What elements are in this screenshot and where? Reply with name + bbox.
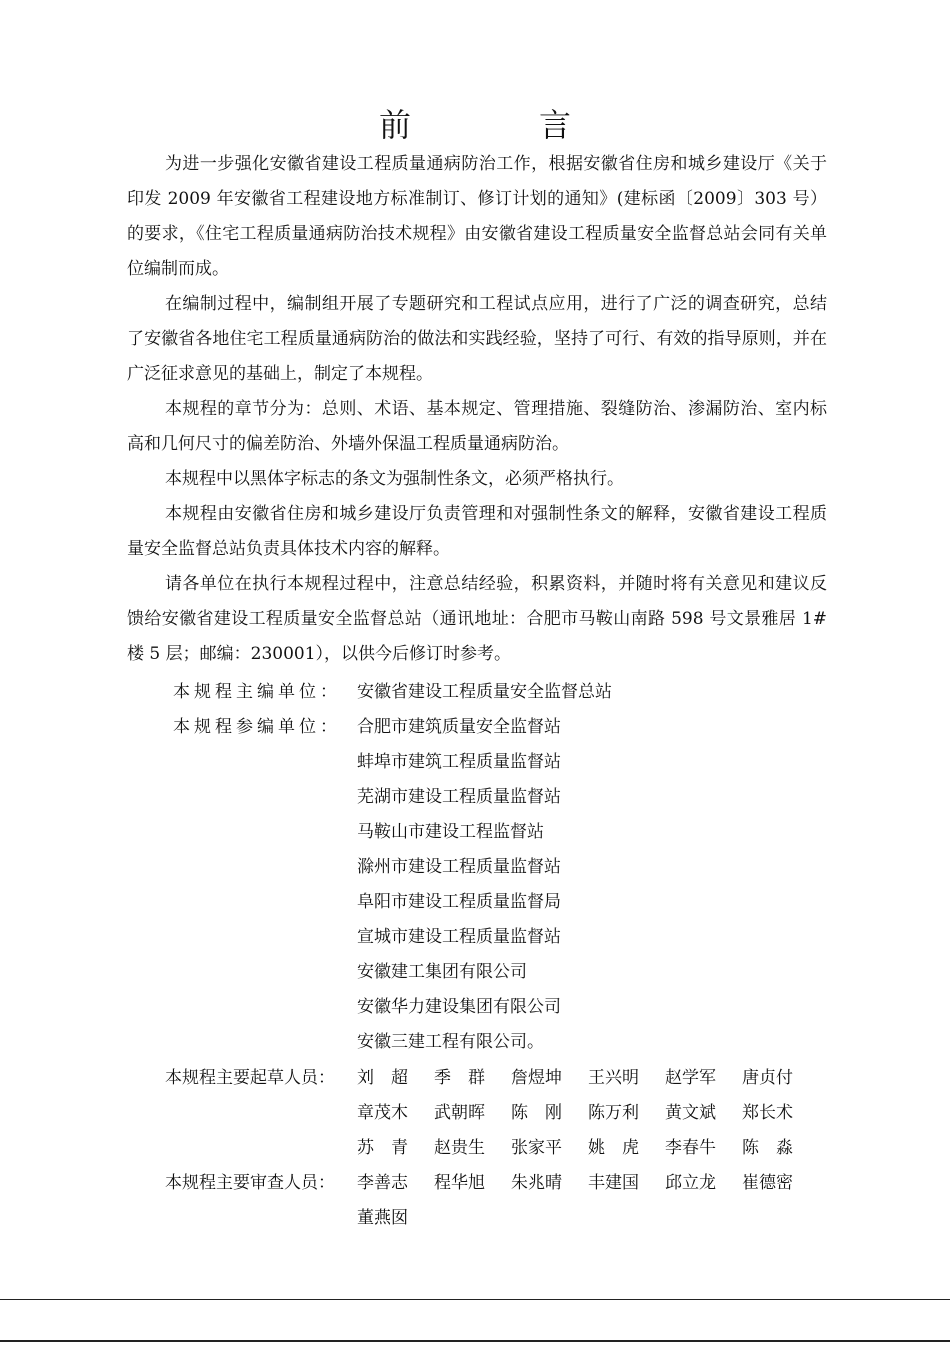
paragraph: 为进一步强化安徽省建设工程质量通病防治工作，根据安徽省住房和城乡建设厅《关于印发 2009 年安徽省工程建设地方标准制订、修订计划的通知》(建标函〔2009〕303 号）的要求，《住宅工程质量通病防治技术规程》由安徽省建设工程质量安全监督总站会同有关单位编制而成。	[127, 154, 827, 279]
name-list	[357, 1166, 819, 1201]
reviewers-row	[0, 1166, 950, 1201]
participating-unit-value: 安徽华力建设集团有限公司	[357, 997, 561, 1017]
paragraph: 本规程中以黑体字标志的条文为强制性条文，必须严格执行。	[165, 469, 624, 489]
bottom-divider	[0, 1340, 950, 1342]
participating-unit-row	[0, 920, 950, 955]
drafter-name: 李春牛	[665, 1138, 716, 1158]
participating-unit-value: 滁州市建设工程质量监督站	[357, 857, 561, 877]
participating-unit-row	[0, 955, 950, 990]
drafter-name: 郑长术	[742, 1103, 793, 1123]
paragraph: 本规程由安徽省住房和城乡建设厅负责管理和对强制性条文的解释，安徽省建设工程质量安全监督总站负责具体技术内容的解释。	[127, 504, 827, 559]
drafter-name: 赵学军	[665, 1068, 716, 1088]
drafter-name: 姚 虎	[588, 1138, 639, 1158]
drafter-name: 陈 淼	[742, 1138, 793, 1158]
preface-body	[127, 147, 827, 672]
participating-unit-row	[0, 745, 950, 780]
participating-unit-row	[0, 990, 950, 1025]
participating-unit-value: 合肥市建筑质量安全监督站	[357, 717, 561, 737]
participating-unit-value: 阜阳市建设工程质量监督局	[357, 892, 561, 912]
participating-unit-value: 马鞍山市建设工程监督站	[357, 822, 544, 842]
drafter-name: 武朝晖	[434, 1103, 485, 1123]
drafters-row	[0, 1096, 950, 1131]
participating-unit-value: 蚌埠市建筑工程质量监督站	[357, 752, 561, 772]
chief-unit-row	[0, 675, 950, 710]
drafter-name: 詹煜坤	[511, 1068, 562, 1088]
participating-unit-value: 芜湖市建设工程质量监督站	[357, 787, 561, 807]
reviewer-name: 程华旭	[434, 1173, 485, 1193]
reviewers-label: 本规程主要审查人员：	[165, 1173, 335, 1193]
name-list	[357, 1096, 819, 1131]
drafters-row	[0, 1131, 950, 1166]
drafter-name: 赵贵生	[434, 1138, 485, 1158]
chief-unit-label: 本规程主编单位：	[173, 682, 341, 702]
participating-unit-row	[0, 780, 950, 815]
reviewer-name: 董燕囡	[357, 1208, 408, 1228]
name-list	[357, 1131, 819, 1166]
participating-unit-row	[0, 815, 950, 850]
page-title: 前 言	[378, 106, 619, 144]
reviewer-name: 丰建国	[588, 1173, 639, 1193]
drafter-name: 陈万利	[588, 1103, 639, 1123]
footer-divider	[0, 1299, 950, 1300]
reviewer-name: 崔德密	[742, 1173, 793, 1193]
participating-unit-row	[0, 1025, 950, 1060]
drafter-name: 唐贞付	[742, 1068, 793, 1088]
drafter-name: 刘 超	[357, 1068, 408, 1088]
reviewer-name: 邱立龙	[665, 1173, 716, 1193]
drafters-label: 本规程主要起草人员：	[165, 1068, 335, 1088]
drafter-name: 章茂木	[357, 1103, 408, 1123]
drafter-name: 黄文斌	[665, 1103, 716, 1123]
people-section	[0, 1061, 950, 1236]
participating-unit-value: 安徽三建工程有限公司。	[357, 1032, 544, 1052]
reviewer-name: 李善志	[357, 1173, 408, 1193]
drafters-row	[0, 1061, 950, 1096]
drafter-name: 王兴明	[588, 1068, 639, 1088]
name-list	[357, 1061, 819, 1096]
drafter-name: 张家平	[511, 1138, 562, 1158]
name-list	[357, 1201, 434, 1236]
paragraph: 在编制过程中，编制组开展了专题研究和工程试点应用，进行了广泛的调查研究，总结了安徽省各地住宅工程质量通病防治的做法和实践经验，坚持了可行、有效的指导原则，并在广泛征求意见的基础上，制定了本规程。	[127, 294, 827, 384]
reviewers-row	[0, 1201, 950, 1236]
participating-unit-row	[0, 710, 950, 745]
drafter-name: 苏 青	[357, 1138, 408, 1158]
participating-unit-row	[0, 885, 950, 920]
drafter-name: 陈 刚	[511, 1103, 562, 1123]
participating-unit-row	[0, 850, 950, 885]
reviewer-name: 朱兆晴	[511, 1173, 562, 1193]
units-section	[0, 675, 950, 1060]
paragraph: 本规程的章节分为：总则、术语、基本规定、管理措施、裂缝防治、渗漏防治、室内标高和几何尺寸的偏差防治、外墙外保温工程质量通病防治。	[127, 399, 827, 454]
participating-unit-value: 宣城市建设工程质量监督站	[357, 927, 561, 947]
chief-unit-value: 安徽省建设工程质量安全监督总站	[357, 682, 612, 702]
participating-unit-label: 本规程参编单位：	[173, 717, 341, 737]
paragraph: 请各单位在执行本规程过程中，注意总结经验，积累资料，并随时将有关意见和建议反馈给安徽省建设工程质量安全监督总站（通讯地址：合肥市马鞍山南路 598 号文景雅居 1#楼 5 层；邮编：230001），以供今后修订时参考。	[127, 574, 827, 664]
participating-unit-value: 安徽建工集团有限公司	[357, 962, 527, 982]
drafter-name: 季 群	[434, 1068, 485, 1088]
